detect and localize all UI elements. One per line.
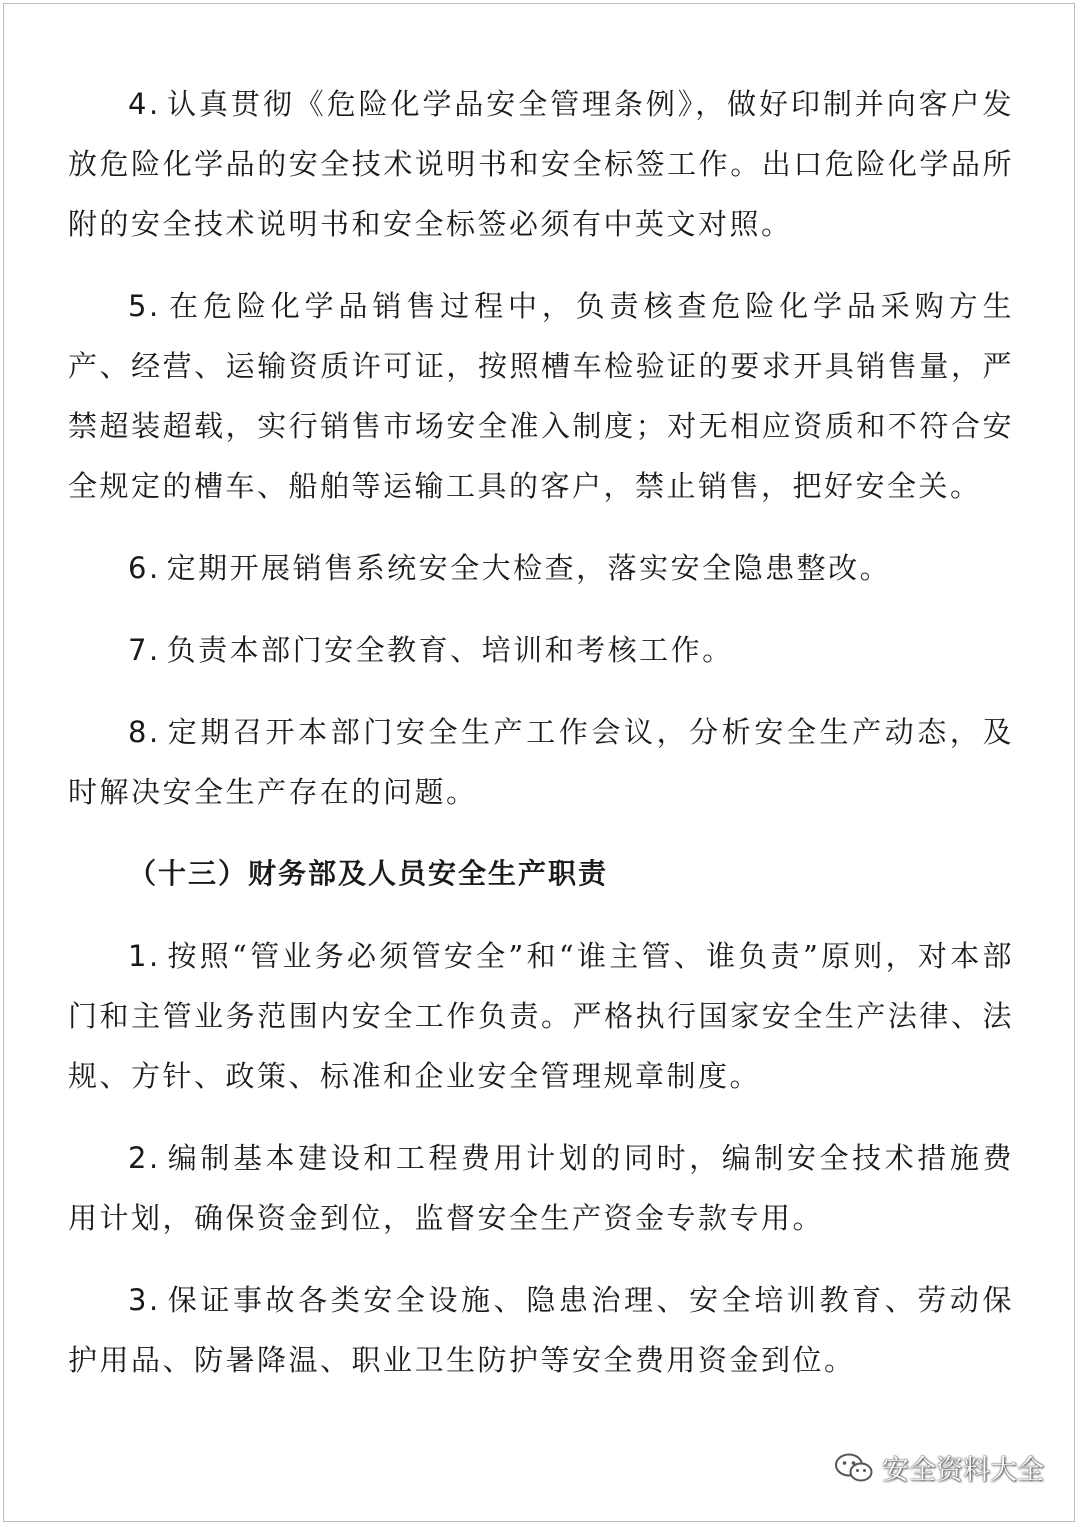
item-text: 认真贯彻《危险化学品安全管理条例》，做好印制并向客户发放危险化学品的安全技术说明书和安全标签工作。出口危险化学品所附的安全技术说明书和安全标签必须有中英文对照。	[68, 87, 1014, 241]
item-number: 3.	[128, 1283, 161, 1317]
list-item-6	[68, 538, 1014, 598]
section-item-3	[68, 1270, 1014, 1390]
item-number: 4.	[128, 87, 161, 121]
wechat-icon	[834, 1452, 874, 1484]
item-text: 在危险化学品销售过程中，负责核查危险化学品采购方生产、经营、运输资质许可证，按照槽车检验证的要求开具销售量，严禁超装超载，实行销售市场安全准入制度；对无相应资质和不符合安全规定的槽车、船舶等运输工具的客户，禁止销售，把好安全关。	[68, 289, 1014, 503]
item-number: 6.	[128, 551, 161, 585]
item-text: 定期开展销售系统安全大检查，落实安全隐患整改。	[166, 551, 892, 585]
item-number: 5.	[128, 289, 161, 323]
document-body	[68, 74, 1014, 1412]
item-text: 定期召开本部门安全生产工作会议，分析安全生产动态，及时解决安全生产存在的问题。	[68, 715, 1014, 809]
item-number: 7.	[128, 633, 161, 667]
watermark	[834, 1448, 1044, 1487]
item-text: 按照“管业务必须管安全”和“谁主管、谁负责”原则，对本部门和主管业务范围内安全工作负责。严格执行国家安全生产法律、法规、方针、政策、标准和企业安全管理规章制度。	[68, 939, 1014, 1093]
watermark-text: 安全资料大全	[882, 1455, 1044, 1486]
list-item-4	[68, 74, 1014, 254]
item-number: 2.	[128, 1141, 161, 1175]
section-item-1	[68, 926, 1014, 1106]
list-item-8	[68, 702, 1014, 822]
item-number: 8.	[128, 715, 161, 749]
item-text: 负责本部门安全教育、培训和考核工作。	[166, 633, 734, 667]
list-item-5	[68, 276, 1014, 516]
item-text: 编制基本建设和工程费用计划的同时，编制安全技术措施费用计划，确保资金到位，监督安全生产资金专款专用。	[68, 1141, 1014, 1235]
item-text: 保证事故各类安全设施、隐患治理、安全培训教育、劳动保护用品、防暑降温、职业卫生防护等安全费用资金到位。	[68, 1283, 1014, 1377]
item-number: 1.	[128, 939, 161, 973]
section-item-2	[68, 1128, 1014, 1248]
list-item-7	[68, 620, 1014, 680]
section-heading: （十三）财务部及人员安全生产职责	[128, 857, 609, 890]
